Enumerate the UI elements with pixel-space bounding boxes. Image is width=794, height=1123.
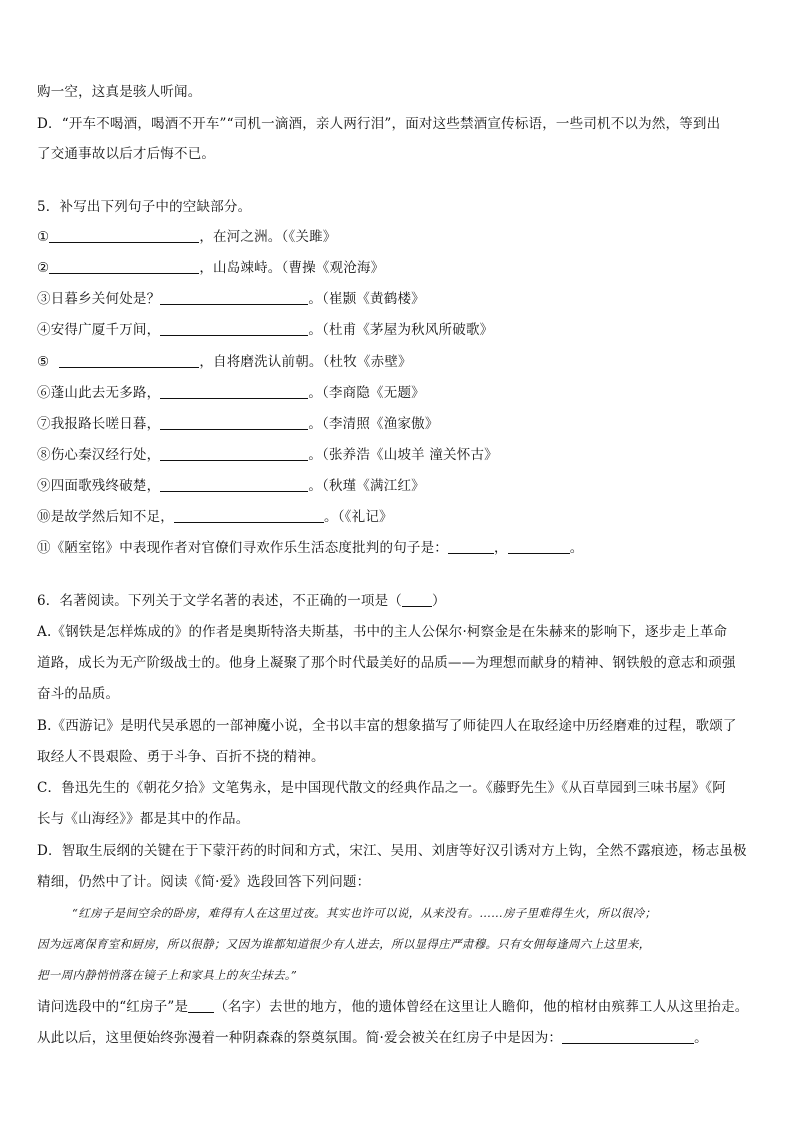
answer-blank[interactable] [160,321,308,336]
answer-blank[interactable] [188,998,214,1013]
jane-eyre-quote-line3 [37,965,297,985]
text: C．鲁迅先生的《朝花夕拾》文笔隽永，是中国现代散文的经典作品之一。《藤野先生》《从百草园到三味书屋》《阿 [37,780,726,796]
text: 。（李清照《渔家傲》 [308,416,439,432]
answer-blank[interactable] [160,477,308,492]
text: ） [432,593,446,609]
text: “红房子是间空余的卧房，难得有人在这里过夜。其实也许可以说，从来没有。……房子里难得生火，所以很冷； [72,906,657,920]
q6-option-b-line2 [37,747,325,767]
text: ，在河之洲。（《关雎》 [199,229,337,245]
item-number: ④ [37,322,51,338]
text: 。（秋瑾《满江红》 [308,478,425,494]
q5-item-11 [37,538,583,558]
jane-eyre-quote-line2 [37,934,651,954]
text: B.《西游记》是明代吴承恩的一部神魔小说，全书以丰富的想象描写了师徒四人在取经途中历经磨难的过程，歌颂了 [37,718,737,734]
text: 精细，仍然中了计。阅读《简·爱》选段回答下列问题： [37,874,371,890]
text: 我报路长嗟日暮， [50,416,161,432]
q5-item-2 [37,258,384,278]
answer-blank[interactable] [160,290,308,305]
q4-option-d-line2 [37,144,215,164]
answer-blank[interactable] [448,539,494,554]
item-number: ⑨ [37,478,51,494]
text: 是故学然后知不足， [50,509,175,525]
answer-blank[interactable] [160,446,308,461]
text: 安得广厦千万间， [50,322,161,338]
text: 。（崔颢《黄鹤楼》 [308,291,425,307]
q6-option-b-line1 [37,716,737,736]
q5-item-4 [37,320,493,340]
text: 。（李商隐《无题》 [308,385,425,401]
answer-blank[interactable] [49,228,199,243]
q6-option-a-line1 [37,622,727,642]
text: 伤心秦汉经行处， [50,447,161,463]
q5-title [37,197,251,217]
q6-answer-line2 [37,1028,708,1048]
item-number: ② [37,260,50,276]
text: A.《钢铁是怎样炼成的》的作者是奥斯特洛夫斯基，书中的主人公保尔·柯察金是在朱赫来的影响下，逐步走上革命 [37,624,728,640]
text: 奋斗的品质。 [37,686,120,702]
q5-item-9 [37,476,425,496]
text: ， [494,540,508,556]
text: 了交通事故以后才后悔不已。 [37,146,216,162]
answer-blank[interactable] [562,1029,694,1044]
item-number: ⑥ [37,385,51,401]
text: 。 [569,540,584,556]
q6-option-c-line2 [37,809,249,829]
text: 5．补写出下列句子中的空缺部分。 [37,199,252,215]
text: D．“开车不喝酒，喝酒不开车”“司机一滴酒，亲人两行泪”，面对这些禁酒宣传标语，一些司机不以为然，等到出 [37,116,721,132]
answer-blank[interactable] [174,508,324,523]
text: 。（杜甫《茅屋为秋风所破歌》 [308,322,494,338]
q6-option-d-line2 [37,872,370,892]
q6-option-a-line3 [37,684,119,704]
text: 因为远离保育室和厨房，所以很静；又因为谁都知道很少有人进去，所以显得庄严肃穆。只有女佣每逢周六上这里来， [37,937,651,951]
q6-option-a-line2 [37,653,736,673]
q5-item-1 [37,227,337,247]
q4-option-c-continuation [37,82,201,102]
text: 6．名著阅读。下列关于文学名著的表述，不正确的一项是（ [37,593,402,609]
text: ，自将磨洗认前朝。（杜牧《赤壁》 [199,354,412,370]
answer-blank[interactable] [160,384,308,399]
text: D．智取生辰纲的关键在于下蒙汗药的时间和方式，宋江、吴用、刘唐等好汉引诱对方上钩，全然不露痕迹，杨志虽极 [37,843,747,859]
q4-option-d [37,114,720,134]
text: 把一周内静悄悄落在镜子上和家具上的灰尘抹去。” [37,968,298,982]
text: 道路，成长为无产阶级战士的。他身上凝聚了那个时代最美好的品质——为理想而献身的精神、钢铁般的意志和顽强 [37,655,736,671]
text: 从此以后，这里便始终弥漫着一种阴森森的祭奠氛围。简·爱会被关在红房子中是因为： [37,1030,563,1046]
text: 日暮乡关何处是？ [50,291,161,307]
text: 。（《礼记》 [324,509,393,525]
answer-blank[interactable] [508,539,570,554]
q5-item-6 [37,383,425,403]
text: 取经人不畏艰险、勇于斗争、百折不挠的精神。 [37,749,325,765]
answer-blank[interactable] [59,353,199,368]
answer-blank[interactable] [402,592,432,607]
item-number: ③ [37,291,51,307]
text: 长与《山海经》》都是其中的作品。 [37,811,250,827]
q6-answer-line1 [37,997,749,1017]
item-number: ⑩ [37,509,51,525]
item-number: ⑧ [37,447,51,463]
text: 请问选段中的“红房子”是 [37,999,189,1015]
q6-option-c-line1 [37,778,726,798]
text: ⑪《陋室铭》中表现作者对官僚们寻欢作乐生活态度批判的句子是： [37,540,448,556]
text: 蓬山此去无多路， [50,385,161,401]
jane-eyre-quote-line1 [72,903,656,923]
answer-blank[interactable] [49,259,199,274]
text: （名字）去世的地方，他的遗体曾经在这里让人瞻仰，他的棺材由殡葬工人从这里抬走。 [214,999,749,1015]
q5-item-5 [37,352,412,372]
text: 四面歌残终破楚， [50,478,161,494]
q5-item-10 [37,507,393,527]
text: 购一空，这真是骇人听闻。 [37,84,202,100]
q6-option-d-line1 [37,841,747,861]
item-number: ⑦ [37,416,51,432]
q6-title [37,591,446,611]
q5-item-7 [37,414,439,434]
text: ，山岛竦峙。（曹操《观沧海》 [199,260,385,276]
answer-blank[interactable] [160,415,308,430]
q5-item-8 [37,445,498,465]
item-number: ⑤ [37,354,50,370]
item-number: ① [37,229,50,245]
text: 。（张养浩《山坡羊 潼关怀古》 [308,447,498,463]
q5-item-3 [37,289,425,309]
text: 。 [694,1030,708,1046]
